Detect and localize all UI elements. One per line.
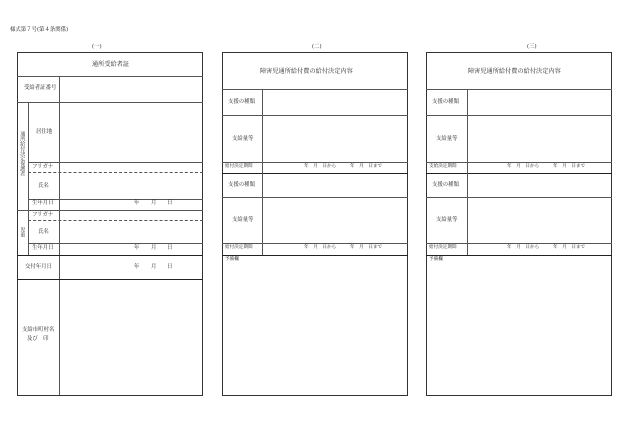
child-birthdate-label: 生年月日 — [32, 245, 54, 251]
panel3-number: (三) — [527, 44, 537, 50]
p2-remarks: 予備欄 — [225, 257, 239, 262]
p2-amount-1: 支給量等 — [232, 136, 254, 142]
p3-remarks: 予備欄 — [429, 257, 443, 262]
furigana-label: フリガナ — [32, 164, 54, 170]
p3-amount-1: 支給量等 — [436, 136, 458, 142]
child-name-label: 氏名 — [38, 229, 49, 235]
p3-period-label-2: 給付決定期間 — [429, 245, 457, 250]
p3-amount-2: 支給量等 — [436, 217, 458, 223]
child-group-label: 児童 — [19, 227, 26, 237]
p2-period-text-1: 年 月 日から 年 月 日まで — [304, 164, 383, 169]
form-label: 様式第７号(第４条関係) — [10, 27, 69, 33]
p2-support-type-2: 支援の種類 — [228, 182, 255, 188]
p3-support-type-1: 支援の種類 — [432, 99, 459, 105]
issue-date-label: 交付年月日 — [25, 264, 52, 270]
p2-period-label-2: 給付決定期間 — [225, 245, 253, 250]
cert-number-label: 受給者証番号 — [24, 85, 57, 91]
municipality-label-1: 支給市町村名 — [22, 327, 55, 333]
p3-support-type-2: 支援の種類 — [432, 182, 459, 188]
panel3-title: 障害児通所給付費の給付決定内容 — [468, 68, 561, 75]
p2-period-text-2: 年 月 日から 年 月 日まで — [304, 245, 383, 250]
p2-period-label-1: 給付決定期間 — [225, 164, 253, 169]
address-label: 居住地 — [36, 129, 53, 135]
panel1-frame — [17, 52, 203, 396]
p2-support-type-1: 支援の種類 — [228, 99, 255, 105]
panel1-title: 通所受給者証 — [92, 61, 130, 68]
birthdate-label: 生年月日 — [32, 200, 54, 206]
p3-period-label-1: 支給決定期間 — [429, 164, 457, 169]
child-furigana-label: フリガナ — [32, 212, 54, 218]
p3-period-text-1: 年 月 日から 年 月 日まで — [507, 164, 586, 169]
name-label: 氏名 — [38, 183, 49, 189]
guardian-group-label: 通所給付決定保護者 — [19, 131, 26, 176]
p2-amount-2: 支給量等 — [232, 217, 254, 223]
municipality-label-2: 及び 印 — [27, 336, 49, 342]
p3-period-text-2: 年 月 日から 年 月 日まで — [507, 245, 586, 250]
panel1-number: (一) — [92, 44, 102, 50]
panel2-title: 障害児通所給付費の給付決定内容 — [260, 68, 353, 75]
panel2-number: (二) — [312, 44, 322, 50]
